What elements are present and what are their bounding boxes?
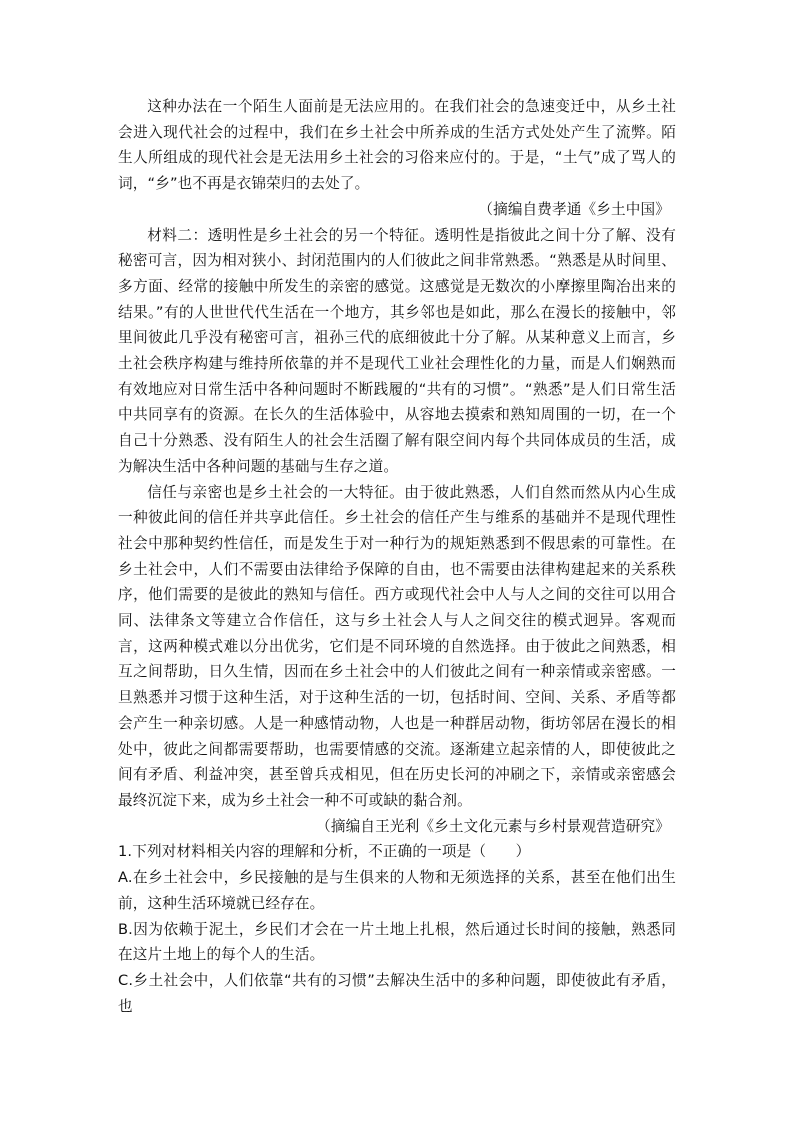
paragraph-intro: 这种办法在一个陌生人面前是无法应用的。在我们社会的急速变迁中，从乡土社会进入现代社会的过程中，我们在乡土社会中所养成的生活方式处处产生了流弊。陌生人所组成的现代社会是无法用乡土社会的习俗来应付的。于是，“土气”成了骂人的词，“乡”也不再是衣锦荣归的去处了。 — [118, 98, 676, 193]
paragraph-trust-intimacy: 信任与亲密也是乡土社会的一大特征。由于彼此熟悉，人们自然而然从内心生成一种彼此间的信任并共享此信任。乡土社会的信任产生与维系的基础并不是现代理性社会中那种契约性信任，而是发生于对一种行为的规矩熟悉到不假思索的可靠性。在乡土社会中，人们不需要由法律给予保障的自由，也不需要由法律构建起来的关系秩序，他们需要的是彼此的熟知与信任。西方或现代社会中人与人之间的交往可以用合同、法律条文等建立合作信任，这与乡土社会人与人之间交往的模式迥异。客观而言，这两种模式难以分出优劣，它们是不同环境的自然选择。由于彼此之间熟悉，相互之间帮助，日久生情，因而在乡土社会中的人们彼此之间有一种亲情或亲密感。一旦熟悉并习惯于这种生活，对于这种生活的一切，包括时间、空间、关系、矛盾等都会产生一种亲切感。人是一种感情动物，人也是一种群居动物，街坊邻居在漫长的相处中，彼此之间都需要帮助，也需要情感的交流。逐渐建立起亲情的人，即使彼此之间有矛盾、利益冲突，甚至曾兵戎相见，但在历史长河的冲刷之下，亲情或亲密感会最终沉淀下来，成为乡土社会一种不可或缺的黏合剂。 — [118, 483, 676, 809]
option-b: B.因为依赖于泥土，乡民们才会在一片土地上扎根，然后通过长时间的接触，熟悉同在这片土地上的每个人的生活。 — [118, 920, 676, 964]
paragraph-material-two: 材料二：透明性是乡土社会的另一个特征。透明性是指彼此之间十分了解、没有秘密可言，因为相对狭小、封闭范围内的人们彼此之间非常熟悉。“熟悉是从时间里、多方面、经常的接触中所发生的亲密的感觉。这感觉是无数次的小摩擦里陶冶出来的结果。”有的人世世代代生活在一个地方，其乡邻也是如此，那么在漫长的接触中，邻里间彼此几乎没有秘密可言，祖孙三代的底细彼此十分了解。从某种意义上而言，乡土社会秩序构建与维持所依靠的并不是现代工业社会理性化的力量，而是人们娴熟而有效地应对日常生活中各种问题时不断践履的“共有的习惯”。“熟悉”是人们日常生活中共同享有的资源。在长久的生活体验中，从容地去摸索和熟知周围的一切，在一个自己十分熟悉、没有陌生人的社会生活圈了解有限空间内每个共同体成员的生活，成为解决生活中各种问题的基础与生存之道。 — [118, 226, 676, 475]
option-c: C.乡土社会中，人们依靠“共有的习惯”去解决生活中的多种问题，即使彼此有矛盾，也 — [118, 971, 676, 1015]
source-citation-1: （摘编自费孝通《乡土中国》 — [478, 200, 670, 218]
document-page — [118, 94, 676, 1019]
option-a: A.在乡土社会中，乡民接触的是与生俱来的人物和无须选择的关系，甚至在他们出生前，这种生活环境就已经存在。 — [118, 869, 676, 912]
source-citation-2: （摘编自王光利《乡土文化元素与乡村景观营造研究》 — [316, 817, 670, 835]
question-stem: 1.下列对材料相关内容的理解和分析，不正确的一项是（ ） — [118, 843, 531, 861]
